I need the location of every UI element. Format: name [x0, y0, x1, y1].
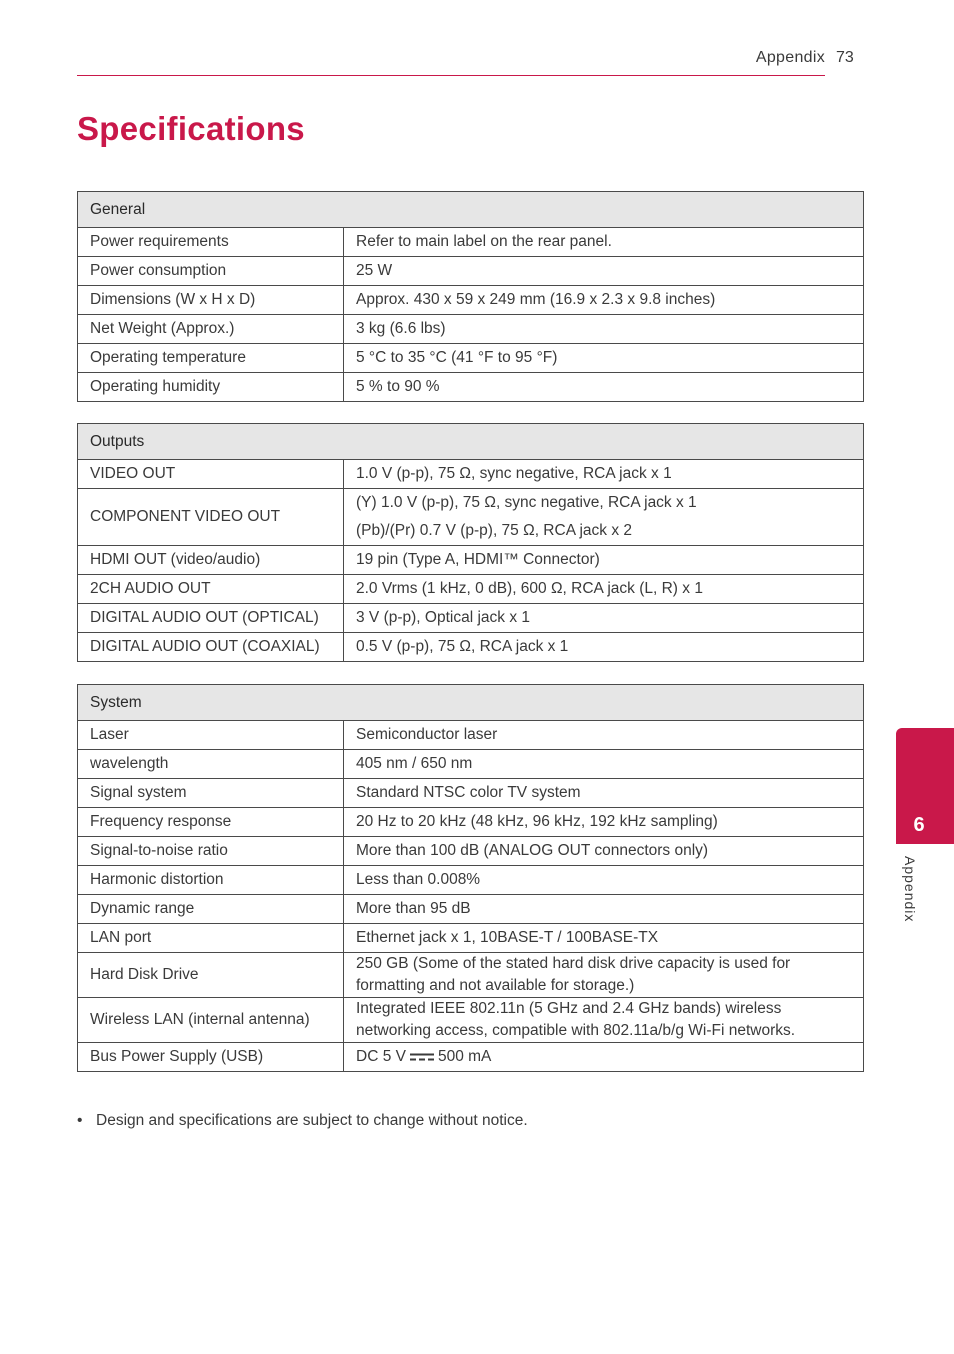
spec-label: Dynamic range — [78, 895, 344, 924]
table-header-row — [78, 424, 864, 460]
spec-label: 2CH AUDIO OUT — [78, 575, 344, 604]
table-row — [78, 257, 864, 286]
footnote — [77, 1112, 528, 1130]
table-row — [78, 1043, 864, 1072]
table-row — [78, 460, 864, 489]
table-row — [78, 575, 864, 604]
table-section-title: General — [78, 192, 864, 228]
page-number: 73 — [836, 49, 854, 66]
table-row — [78, 546, 864, 575]
spec-label: DIGITAL AUDIO OUT (OPTICAL) — [78, 604, 344, 633]
table-row — [78, 998, 864, 1043]
spec-value: 5 % to 90 % — [344, 373, 864, 402]
spec-value: 25 W — [344, 257, 864, 286]
system-spec-table — [77, 684, 864, 1072]
spec-label: COMPONENT VIDEO OUT — [78, 489, 344, 546]
spec-value: 19 pin (Type A, HDMI™ Connector) — [344, 546, 864, 575]
spec-label: Power requirements — [78, 228, 344, 257]
spec-label: Harmonic distortion — [78, 866, 344, 895]
table-row — [78, 373, 864, 402]
table-row — [78, 344, 864, 373]
spec-value — [344, 489, 864, 546]
spec-label: Signal-to-noise ratio — [78, 837, 344, 866]
spec-label: Wireless LAN (internal antenna) — [78, 998, 344, 1043]
table-row — [78, 633, 864, 662]
spec-value: 3 V (p-p), Optical jack x 1 — [344, 604, 864, 633]
table-row — [78, 895, 864, 924]
table-row — [78, 953, 864, 998]
spec-label: Operating humidity — [78, 373, 344, 402]
table-row — [78, 315, 864, 344]
table-row — [78, 779, 864, 808]
table-section-title: Outputs — [78, 424, 864, 460]
bus-power-current: 500 mA — [437, 1048, 492, 1065]
spec-label: Operating temperature — [78, 344, 344, 373]
spec-value: 1.0 V (p-p), 75 Ω, sync negative, RCA jack x 1 — [344, 460, 864, 489]
dc-current-icon — [410, 1052, 434, 1062]
table-section-title: System — [78, 685, 864, 721]
table-row — [78, 489, 864, 546]
table-row — [78, 750, 864, 779]
spec-label: LAN port — [78, 924, 344, 953]
spec-label: wavelength — [78, 750, 344, 779]
spec-value-line: (Y) 1.0 V (p-p), 75 Ω, sync negative, RCA jack x 1 — [356, 494, 697, 511]
spec-value: Semiconductor laser — [344, 721, 864, 750]
chapter-label: Appendix — [902, 856, 918, 923]
spec-label: Frequency response — [78, 808, 344, 837]
spec-label: Net Weight (Approx.) — [78, 315, 344, 344]
spec-value: More than 100 dB (ANALOG OUT connectors only) — [344, 837, 864, 866]
page-title: Specifications — [77, 110, 305, 147]
table-row — [78, 721, 864, 750]
table-row — [78, 808, 864, 837]
table-row — [78, 866, 864, 895]
spec-label: VIDEO OUT — [78, 460, 344, 489]
spec-value-line: (Pb)/(Pr) 0.7 V (p-p), 75 Ω, RCA jack x 2 — [356, 522, 633, 539]
spec-value: 0.5 V (p-p), 75 Ω, RCA jack x 1 — [344, 633, 864, 662]
spec-label: Dimensions (W x H x D) — [78, 286, 344, 315]
spec-value: Less than 0.008% — [344, 866, 864, 895]
table-header-row — [78, 192, 864, 228]
spec-value: More than 95 dB — [344, 895, 864, 924]
spec-value: 250 GB (Some of the stated hard disk drive capacity is used for formatting and not available for storage.) — [344, 953, 864, 998]
spec-label: Power consumption — [78, 257, 344, 286]
spec-value: 405 nm / 650 nm — [344, 750, 864, 779]
table-row — [78, 837, 864, 866]
bullet-icon: • — [77, 1112, 83, 1129]
spec-value — [344, 1043, 864, 1072]
header-section-label: Appendix — [755, 49, 825, 66]
spec-value: 5 °C to 35 °C (41 °F to 95 °F) — [344, 344, 864, 373]
spec-value: 2.0 Vrms (1 kHz, 0 dB), 600 Ω, RCA jack (L, R) x 1 — [344, 575, 864, 604]
chapter-number: 6 — [913, 814, 925, 836]
table-row — [78, 228, 864, 257]
spec-label: Laser — [78, 721, 344, 750]
spec-label: Signal system — [78, 779, 344, 808]
spec-value: Ethernet jack x 1, 10BASE-T / 100BASE-TX — [344, 924, 864, 953]
spec-value: Approx. 430 x 59 x 249 mm (16.9 x 2.3 x 9.8 inches) — [344, 286, 864, 315]
spec-label: Bus Power Supply (USB) — [78, 1043, 344, 1072]
spec-value: Refer to main label on the rear panel. — [344, 228, 864, 257]
spec-value: 20 Hz to 20 kHz (48 kHz, 96 kHz, 192 kHz sampling) — [344, 808, 864, 837]
header-divider — [77, 75, 825, 76]
table-row — [78, 924, 864, 953]
outputs-spec-table — [77, 423, 864, 662]
table-row — [78, 286, 864, 315]
spec-value: Integrated IEEE 802.11n (5 GHz and 2.4 GHz bands) wireless networking access, compatible with 802.11a/b/g Wi-Fi networks. — [344, 998, 864, 1043]
bus-power-voltage: DC 5 V — [356, 1048, 406, 1065]
spec-label: HDMI OUT (video/audio) — [78, 546, 344, 575]
spec-label: DIGITAL AUDIO OUT (COAXIAL) — [78, 633, 344, 662]
table-header-row — [78, 685, 864, 721]
spec-value: 3 kg (6.6 lbs) — [344, 315, 864, 344]
spec-value: Standard NTSC color TV system — [344, 779, 864, 808]
table-row — [78, 604, 864, 633]
spec-label: Hard Disk Drive — [78, 953, 344, 998]
footnote-text: Design and specifications are subject to change without notice. — [96, 1112, 528, 1129]
general-spec-table — [77, 191, 864, 402]
